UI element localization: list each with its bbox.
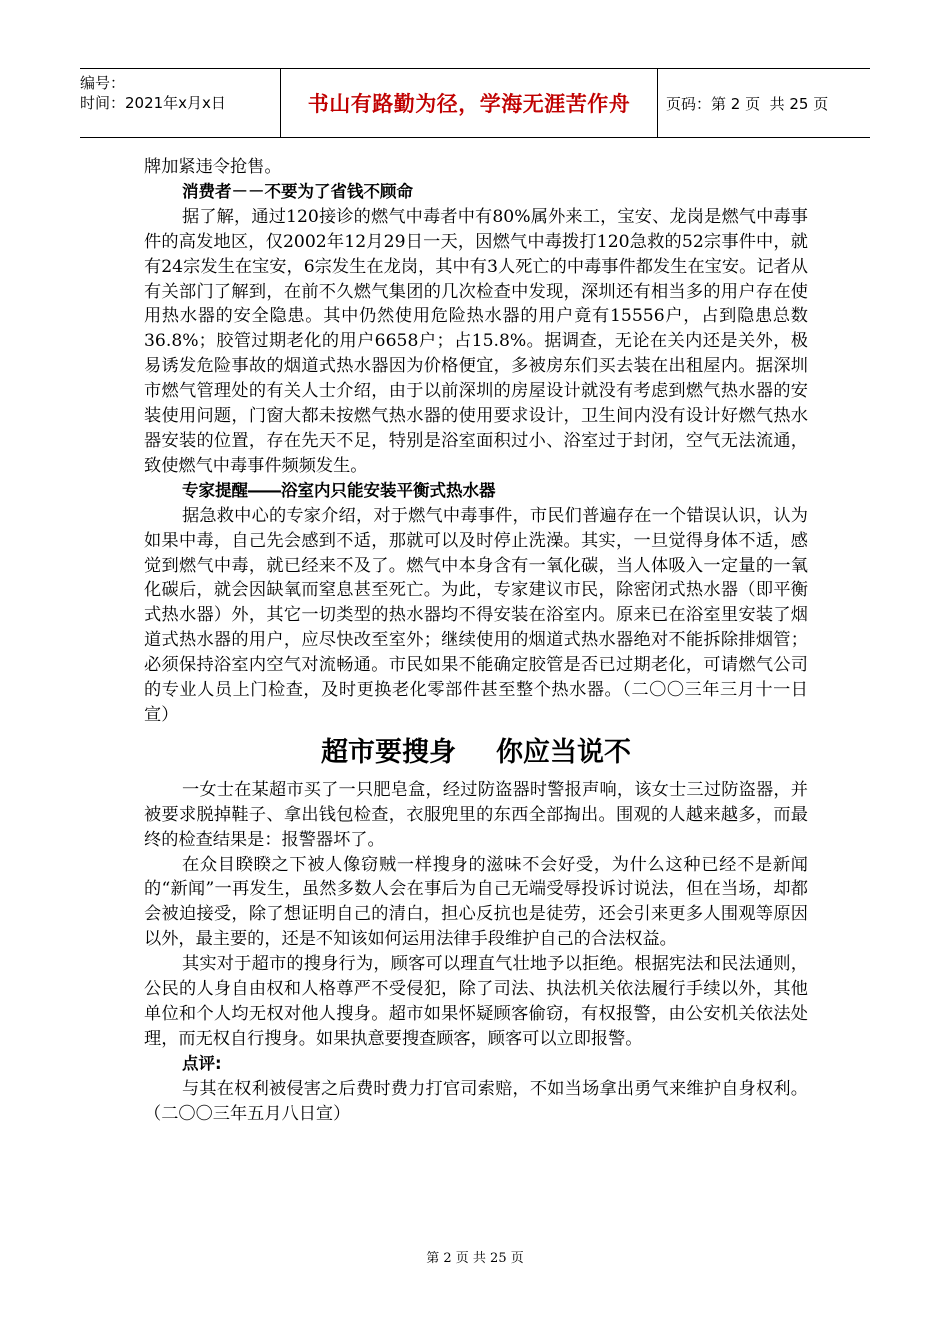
header-motto-cell: [280, 69, 658, 137]
header-motto: 书山有路勤为径，学海无涯苦作舟: [307, 92, 631, 116]
paragraph-comment: 与其在权利被侵害之后费时费力打官司索赔，不如当场拿出勇气来维护自身权利。（二〇〇三年五月八日宣）: [144, 1078, 808, 1124]
article-title: [144, 736, 808, 770]
article-title-part-2: 你应当说不: [496, 736, 631, 768]
doc-number: 编号：: [80, 74, 126, 92]
paragraph-expert: 据急救中心的专家介绍，对于燃气中毒事件，市民们普遍存在一个错误认识，认为如果中毒，自己先会感到不适，那就可以及时停止洗澡。其实，一旦觉得身体不适，感觉到燃气中毒，就已经来不及了。燃气中本身含有一氧化碳，当人体吸入一定量的一氧化碳后，就会因缺氧而窒息甚至死亡。为此，专家建议市民，除密闭式热水器（即平衡式热水器）外，其它一切类型的热水器均不得安装在浴室内。原来已在浴室里安装了烟道式热水器的用户，应尽快改至室外；继续使用的烟道式热水器绝对不能拆除排烟管；必须保持浴室内空气对流畅通。市民如果不能确定胶管是否已过期老化，可请燃气公司的专业人员上门检查，及时更换老化零部件甚至整个热水器。（二〇〇三年三月十一日宣）: [144, 505, 808, 725]
paragraph-analysis: 在众目睽睽之下被人像窃贼一样搜身的滋味不会好受，为什么这种已经不是新闻的“新闻”一再发生，虽然多数人会在事后为自己无端受辱投诉讨说法，但在当场，却都会被迫接受，除了想证明自己的清白，担心反抗也是徒劳，还会引来更多人围观等原因以外，最主要的，还是不知该如何运用法律手段维护自己的合法权益。: [144, 854, 808, 950]
paragraph-continuation: 牌加紧违令抢售。: [144, 157, 282, 177]
subheading-expert: 专家提醒――浴室内只能安装平衡式热水器: [182, 480, 496, 500]
header-page-cell: [658, 69, 870, 137]
header-meta: [80, 69, 280, 137]
doc-time: 时间：2021年x月x日: [80, 94, 226, 112]
document-body: [144, 155, 808, 1127]
page-footer: 第 2 页 共 25 页: [426, 1251, 524, 1266]
header-page-number: 页码：第 2 页 共 25 页: [666, 94, 829, 113]
subheading-comment: 点评:: [182, 1053, 222, 1073]
page-header: [80, 68, 870, 138]
subheading-consumer: 消费者－－不要为了省钱不顾命: [182, 181, 413, 201]
paragraph-legal: 其实对于超市的搜身行为，顾客可以理直气壮地予以拒绝。根据宪法和民法通则，公民的人身自由权和人格尊严不受侵犯，除了司法、执法机关依法履行手续以外，其他单位和个人均无权对他人搜身。超市如果怀疑顾客偷窃，有权报警，由公安机关依法处理，而无权自行搜身。如果执意要搜查顾客，顾客可以立即报警。: [144, 954, 808, 1049]
paragraph-consumer: 据了解，通过120接诊的燃气中毒者中有80%属外来工，宝安、龙岗是燃气中毒事件的高发地区，仅2002年12月29日一天，因燃气中毒拨打120急救的52宗事件中，就有24宗发生在宝安，6宗发生在龙岗，其中有3人死亡的中毒事件都发生在宝安。记者从有关部门了解到，在前不久燃气集团的几次检查中发现，深圳还有相当多的用户存在使用热水器的安全隐患。其中仍然使用危险热水器的用户竟有15556户，占到隐患总数36.8%；胶管过期老化的用户6658户；占15.8%。据调查，无论在关内还是关外，极易诱发危险事故的烟道式热水器因为价格便宜，多被房东们买去装在出租屋内。据深圳市燃气管理处的有关人士介绍，由于以前深圳的房屋设计就没有考虑到燃气热水器的安装使用问题，门窗大都未按燃气热水器的使用要求设计，卫生间内没有设计好燃气热水器安装的位置，存在先天不足，特别是浴室面积过小、浴室过于封闭，空气无法流通，致使燃气中毒事件频频发生。: [144, 206, 808, 476]
paragraph-incident: 一女士在某超市买了一只肥皂盒，经过防盗器时警报声响，该女士三过防盗器，并被要求脱掉鞋子、拿出钱包检查，衣服兜里的东西全部掏出。围观的人越来越多，而最终的检查结果是：报警器坏了。: [144, 779, 808, 850]
article-title-part-1: 超市要搜身: [321, 736, 456, 768]
